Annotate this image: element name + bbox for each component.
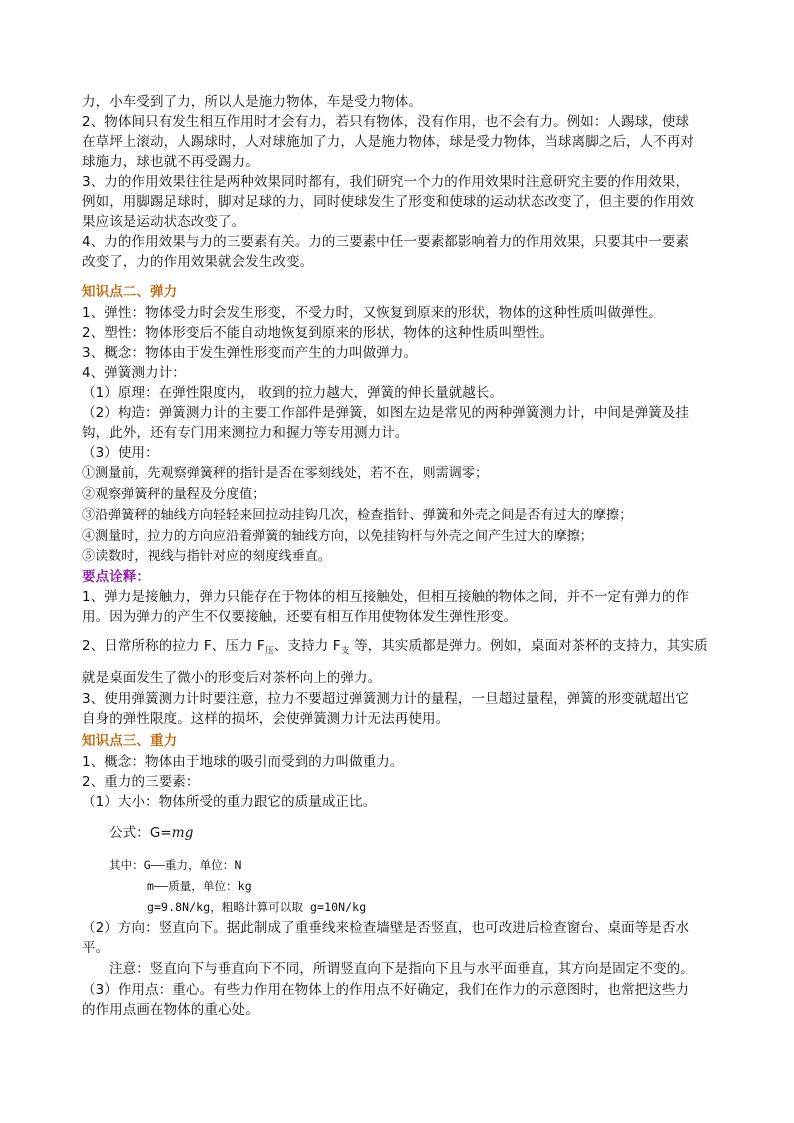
text-line: 3、力的作用效果往往是两种效果同时都有，我们研究一个力的作用效果时注意研究主要的作用效果， (82, 174, 690, 190)
text-line: 球施力，球也就不再受踢力。 (82, 154, 259, 170)
text-line: （2）方向：竖直向下。据此制成了重垂线来检查墙壁是否竖直，也可改进后检查窗台、桌面等是否水 (82, 920, 690, 936)
text-line-with-subscripts (82, 636, 708, 662)
text-line: 1、弹力是接触力，弹力只能存在于物体的相互接触处，但相互接触的物体之间，并不一定有弹力的作 (82, 589, 690, 605)
section-heading: 知识点二、弹力 (82, 284, 178, 300)
text-line: 的作用点画在物体的重心处。 (82, 1002, 259, 1018)
subscript: 支 (340, 646, 350, 657)
text-line: 钩，此外，还有专门用来测拉力和握力等专用测力计。 (82, 425, 409, 441)
text-line: 在草坪上滚动，人踢球时，人对球施加了力，人是施力物体，球是受力物体，当球离脚之后，人不再对 (82, 134, 694, 150)
text-line: 就是桌面发生了微小的形变后对茶杯向上的弹力。 (82, 670, 382, 686)
text-line: 4、弹簧测力计： (82, 365, 186, 381)
use-step: ①测量前，先观察弹簧秤的指针是否在零刻线处，若不在，则需调零； (82, 466, 489, 481)
use-step: ④测量时，拉力的方向应沿着弹簧的轴线方向，以免挂钩杆与外壳之间产生过大的摩擦； (82, 529, 593, 544)
text-line: （1）原理：在弹性限度内， 收到的拉力越大，弹簧的伸长量就越长。 (82, 385, 504, 401)
text-line: 3、概念：物体由于发生弹性形变而产生的力叫做弹力。 (82, 345, 418, 361)
text-line: （3）作用点：重心。有些力作用在物体上的作用点不好确定，我们在作力的示意图时，也常把这些力 (82, 982, 690, 998)
text-line: 改变了，力的作用效果就会发生改变。 (82, 254, 314, 270)
text-line: 平。 (82, 940, 110, 956)
text-line: 用。因为弹力的产生不仅要接触，还要有相互作用使物体发生弹性形变。 (82, 609, 518, 625)
text-fragment: 2、日常所称的拉力 F、压力 F (82, 638, 265, 654)
text-line: 1、概念：物体由于地球的吸引而受到的力叫做重力。 (82, 754, 404, 770)
section-heading: 知识点三、重力 (82, 733, 178, 749)
text-line: （3）使用： (82, 445, 159, 461)
variable-definition: m——质量，单位：kg (147, 879, 252, 893)
text-line: （2）构造：弹簧测力计的主要工作部件是弹簧，如图左边是常见的两种弹簧测力计，中间是弹簧及挂 (82, 405, 690, 421)
formula-label: 公式： (109, 825, 150, 841)
text-line: 自身的弹性限度。这样的损坏，会使弹簧测力计无法再使用。 (82, 711, 450, 727)
text-line: 1、弹性：物体受力时会发生形变，不受力时，又恢复到原来的形状，物体的这种性质叫做弹性。 (82, 305, 662, 321)
use-step: ③沿弹簧秤的轴线方向轻轻来回拉动挂钩几次，检查指针、弹簧和外壳之间是否有过大的摩擦； (82, 508, 633, 523)
text-line: 3、使用弹簧测力计时要注意，拉力不要超过弹簧测力计的量程，一旦超过量程，弹簧的形变就超出它 (82, 691, 690, 707)
text-line: 2、塑性：物体形变后不能自动地恢复到原来的形状，物体的这种性质叫塑性。 (82, 325, 554, 341)
formula-expression: G= (149, 825, 172, 841)
text-line: 力，小车受到了力，所以人是施力物体，车是受力物体。 (82, 94, 422, 110)
subscript: 压 (264, 646, 274, 657)
text-line: （1）大小：物体所受的重力跟它的质量成正比。 (82, 794, 377, 810)
text-fragment: 、支持力 F (273, 638, 341, 654)
use-step: ⑤读数时，视线与指针对应的刻度线垂直。 (82, 549, 331, 564)
text-line: 4、力的作用效果与力的三要素有关。力的三要素中任一要素都影响着力的作用效果，只要其中一要素 (82, 234, 690, 250)
variable-definition: g=9.8N/kg，粗略计算可以取 g=10N/kg (147, 900, 367, 914)
text-fragment: 等，其实质都是弹力。例如，桌面对茶杯的支持力，其实质 (349, 638, 708, 654)
text-line: 2、物体间只有发生相互作用时才会有力，若只有物体，没有作用，也不会有力。例如：人踢球，使球 (82, 114, 690, 130)
formula-line (109, 823, 193, 843)
text-line: 例如，用脚踢足球时，脚对足球的力，同时使球发生了形变和使球的运动状态改变了，但主要的作用效 (82, 194, 694, 210)
formula-expression-italic: mg (171, 825, 194, 841)
key-points-heading: 要点诠释： (82, 569, 150, 585)
note-line: 注意：竖直向下与垂直向下不同，所谓竖直向下是指向下且与水平面垂直，其方向是固定不变的。 (109, 961, 694, 977)
text-line: 果应该是运动状态改变了。 (82, 214, 246, 230)
variable-definition: 其中：G——重力，单位：N (109, 858, 242, 872)
use-step: ②观察弹簧秤的量程及分度值； (82, 487, 266, 502)
text-line: 2、重力的三要素： (82, 774, 200, 790)
